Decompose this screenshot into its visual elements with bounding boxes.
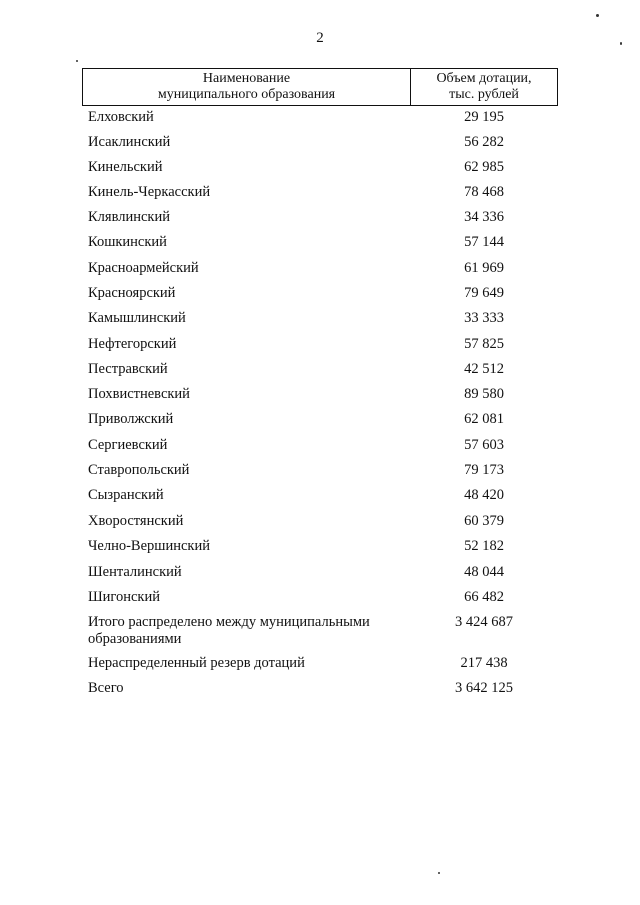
row-name: Исаклинский (88, 134, 171, 150)
row-value: 62 081 (464, 411, 504, 427)
row-name: Шенталинский (88, 564, 182, 580)
row-value: 33 333 (464, 310, 504, 326)
total-name (88, 614, 418, 648)
row-name: Похвистневский (88, 386, 190, 402)
total-value: 3 642 125 (455, 680, 513, 696)
row-name: Кинельский (88, 159, 163, 175)
row-name: Кошкинский (88, 234, 167, 250)
row-value: 42 512 (464, 361, 504, 377)
row-name: Шигонский (88, 589, 160, 605)
header-value-line1: Объем дотации, (436, 71, 532, 86)
row-value: 78 468 (464, 184, 504, 200)
row-value: 56 282 (464, 134, 504, 150)
row-name: Клявлинский (88, 209, 170, 225)
row-name: Приволжский (88, 411, 174, 427)
total-name-line2: образованиями (88, 631, 182, 647)
row-value: 34 336 (464, 209, 504, 225)
row-value: 79 173 (464, 462, 504, 478)
total-name-line1: Итого распределено между муниципальными (88, 614, 370, 630)
row-value: 89 580 (464, 386, 504, 402)
row-value: 57 825 (464, 336, 504, 352)
header-value-line2: тыс. рублей (449, 87, 519, 102)
page-number: 2 (316, 30, 324, 46)
row-value: 79 649 (464, 285, 504, 301)
header-value-column (411, 71, 557, 103)
scan-speck (620, 42, 622, 45)
header-name-line2: муниципального образования (157, 87, 336, 102)
row-name: Пестравский (88, 361, 168, 377)
row-value: 57 144 (464, 234, 504, 250)
table-header (82, 68, 558, 106)
row-value: 48 044 (464, 564, 504, 580)
row-name: Красноармейский (88, 260, 199, 276)
row-name: Кинель-Черкасский (88, 184, 211, 200)
row-value: 48 420 (464, 487, 504, 503)
scan-speck (596, 14, 599, 17)
row-name: Камышлинский (88, 310, 186, 326)
header-name-line1: Наименование (202, 71, 291, 86)
scan-speck (76, 60, 78, 62)
row-name: Ставропольский (88, 462, 190, 478)
row-name: Сызранский (88, 487, 164, 503)
row-value: 57 603 (464, 437, 504, 453)
row-name: Челно-Вершинский (88, 538, 210, 554)
total-value: 3 424 687 (455, 614, 513, 630)
row-value: 60 379 (464, 513, 504, 529)
row-name: Красноярский (88, 285, 176, 301)
header-name-column (83, 71, 410, 103)
row-value: 66 482 (464, 589, 504, 605)
row-name: Хворостянский (88, 513, 184, 529)
scan-speck (438, 872, 440, 874)
row-name: Елховский (88, 109, 154, 125)
total-name: Всего (88, 680, 124, 696)
row-value: 61 969 (464, 260, 504, 276)
row-value: 52 182 (464, 538, 504, 554)
total-value: 217 438 (460, 655, 508, 671)
total-name: Нераспределенный резерв дотаций (88, 655, 305, 671)
row-value: 29 195 (464, 109, 504, 125)
row-name: Нефтегорский (88, 336, 177, 352)
row-value: 62 985 (464, 159, 504, 175)
row-name: Сергиевский (88, 437, 168, 453)
